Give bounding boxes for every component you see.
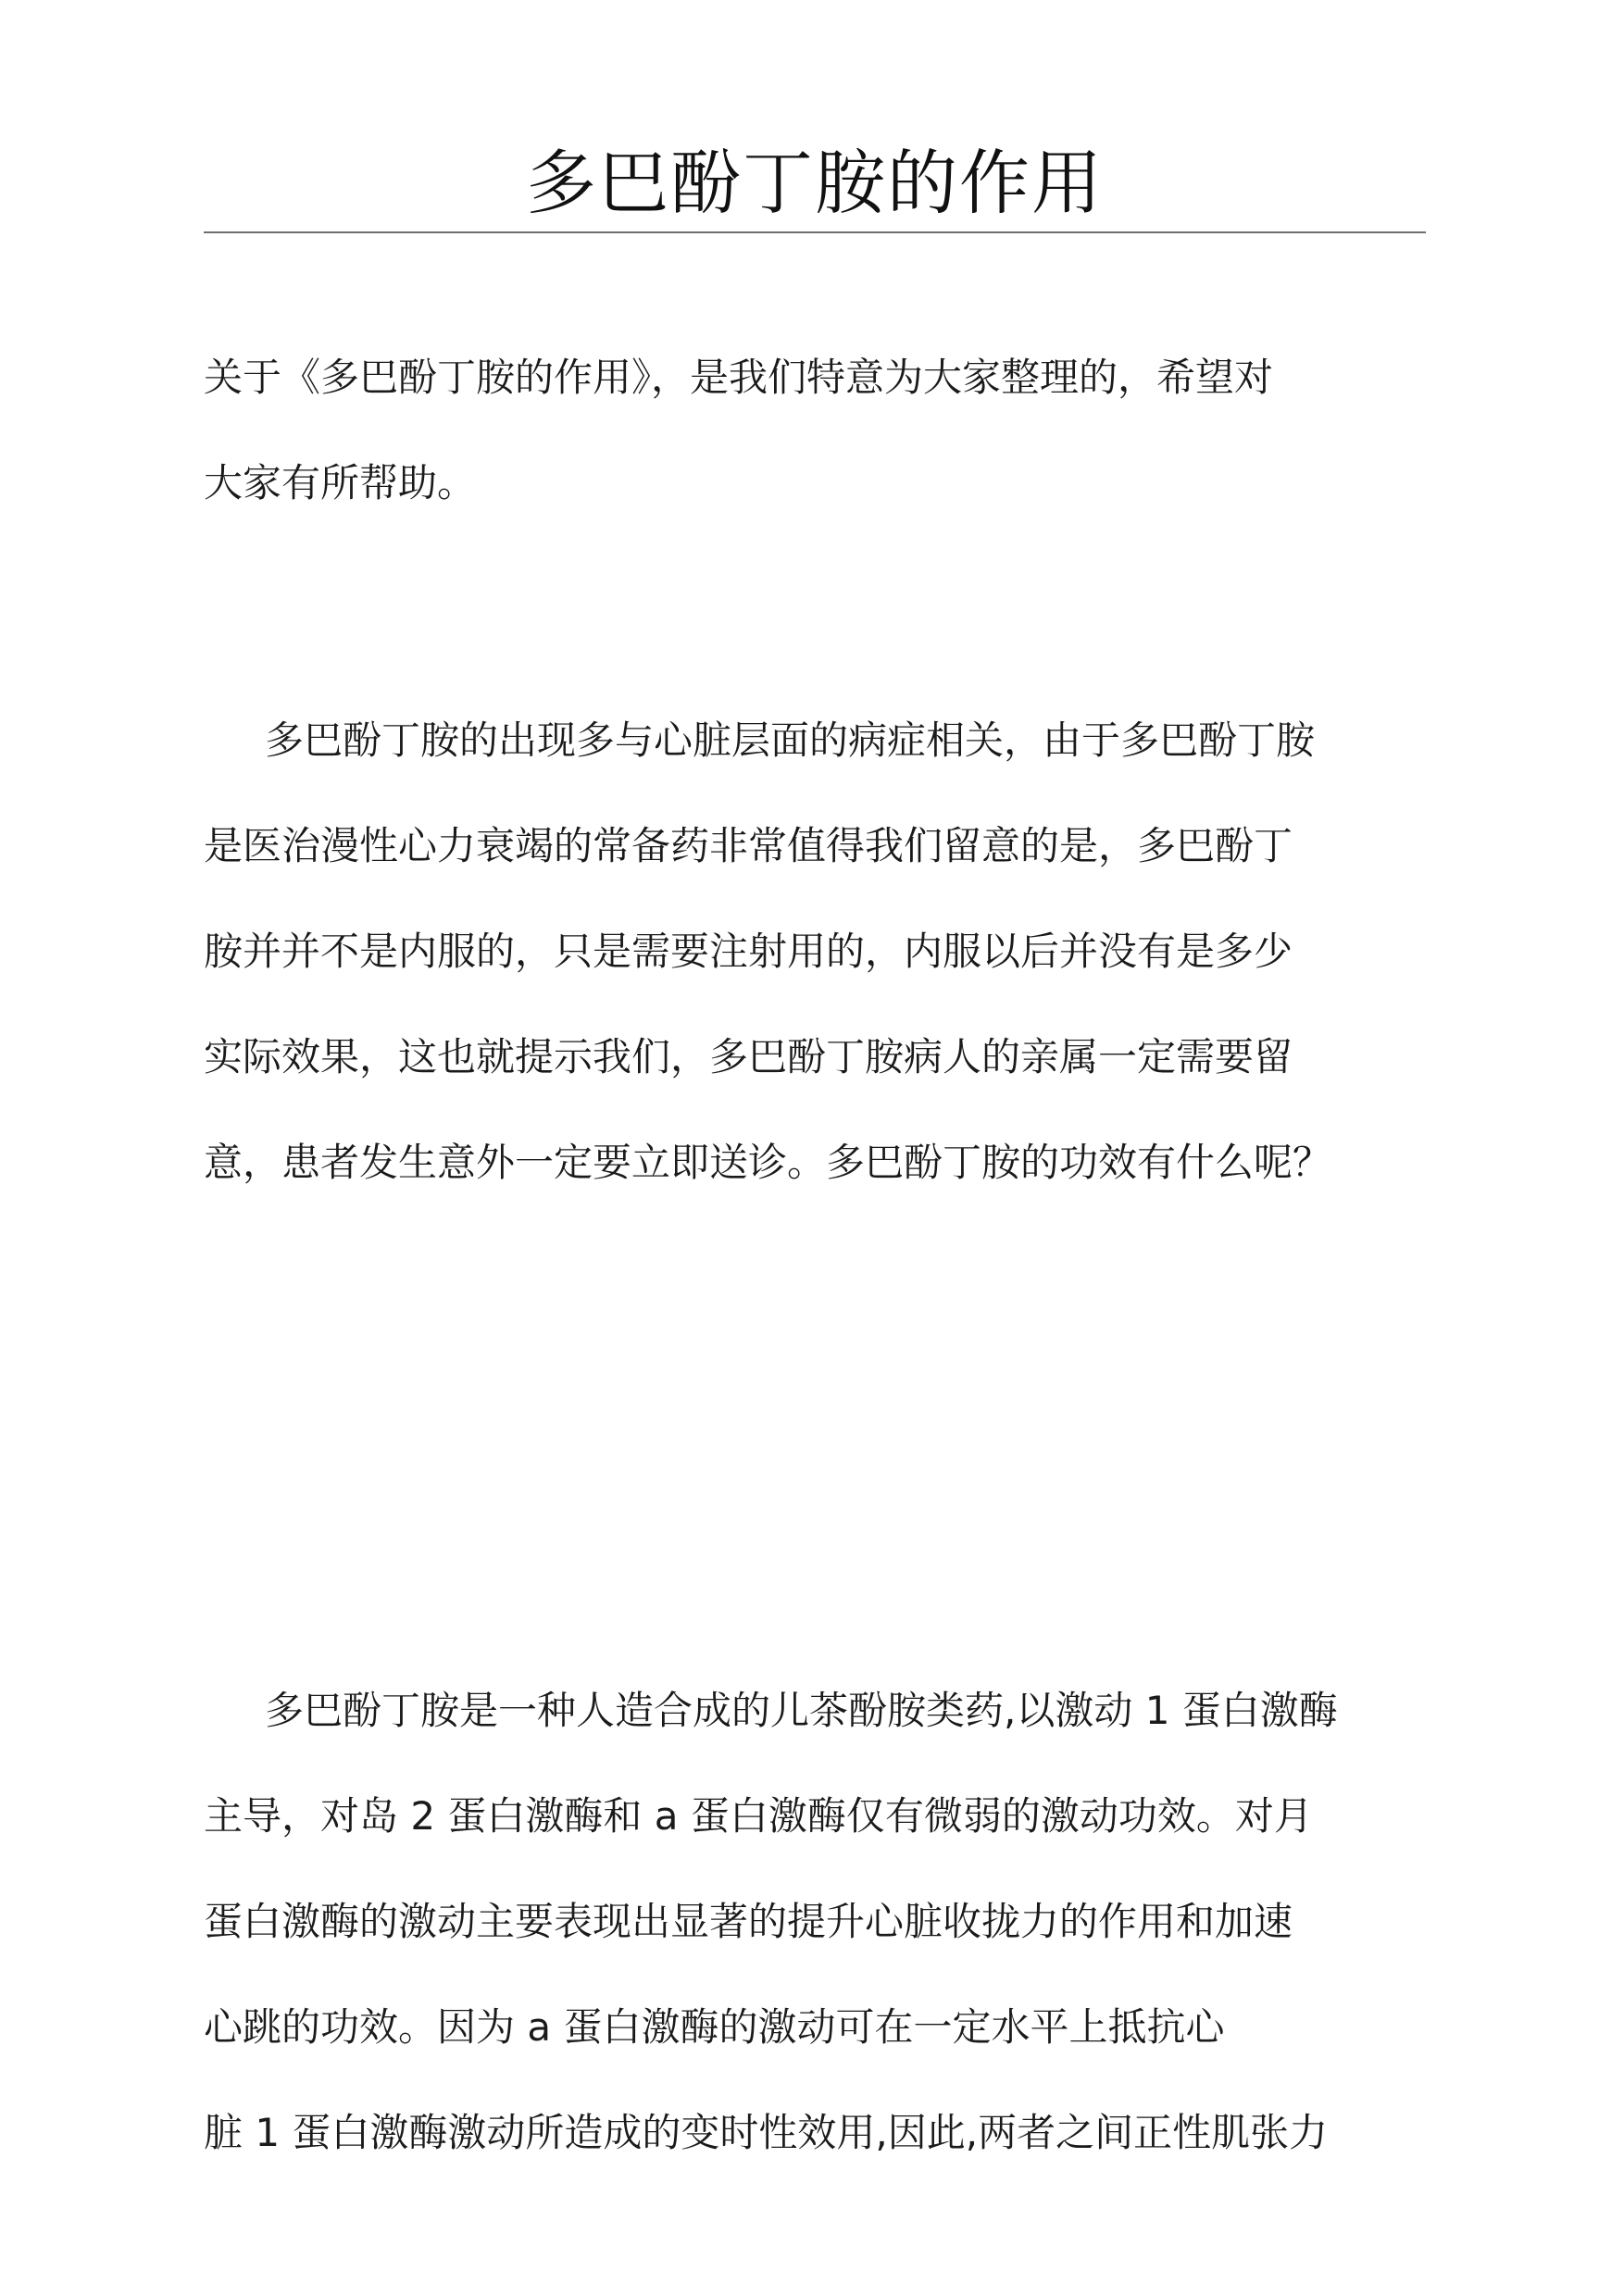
title-divider — [204, 231, 1426, 233]
paragraph-line: 实际效果，这也就提示我们，多巴酚丁胺病人的亲属一定需要留 — [204, 1034, 1293, 1079]
paragraph-line: 蛋白激酶的激动主要表现出显著的提升心脏收拢力的作用和加速 — [204, 1899, 1293, 1944]
paragraph-line: 胺并并不是内服的，只是需要注射用的，内服以后并没有是多少 — [204, 929, 1293, 974]
paragraph-line: 主导，对岛 2 蛋白激酶和 a 蛋白激酶仅有微弱的激动功效。对月 — [204, 1793, 1313, 1839]
paragraph-line: 大家有所帮助。 — [204, 460, 477, 505]
paragraph-line: 多巴酚丁胺是一种人造合成的儿茶酚胺类药,以激动 1 蛋白激酶 — [265, 1688, 1338, 1733]
paragraph-line: 是医治漫性心力衰竭的常备药非常值得我们留意的是，多巴酚丁 — [204, 823, 1293, 868]
paragraph-line: 心跳的功效。因为 a 蛋白激酶的激动可在一定水平上抵抗心 — [204, 2004, 1225, 2050]
paragraph-line: 多巴酚丁胺的出现多与心脏层面的病症相关，由于多巴酚丁胺 — [265, 717, 1316, 763]
paragraph-line: 脏 1 蛋白激酶激动所造成的变时性效用,因此,两者之间正性肌张力 — [204, 2110, 1329, 2155]
paragraph-line: 意，患者发生意外一定要立即送诊。多巴酚丁胺的功效有什么呢？ — [204, 1140, 1332, 1185]
document-title: 多巴酚丁胺的作用 — [526, 142, 1104, 224]
paragraph-line: 关于《多巴酚丁胺的作用》，是我们特意为大家整理的，希望对 — [204, 355, 1274, 400]
